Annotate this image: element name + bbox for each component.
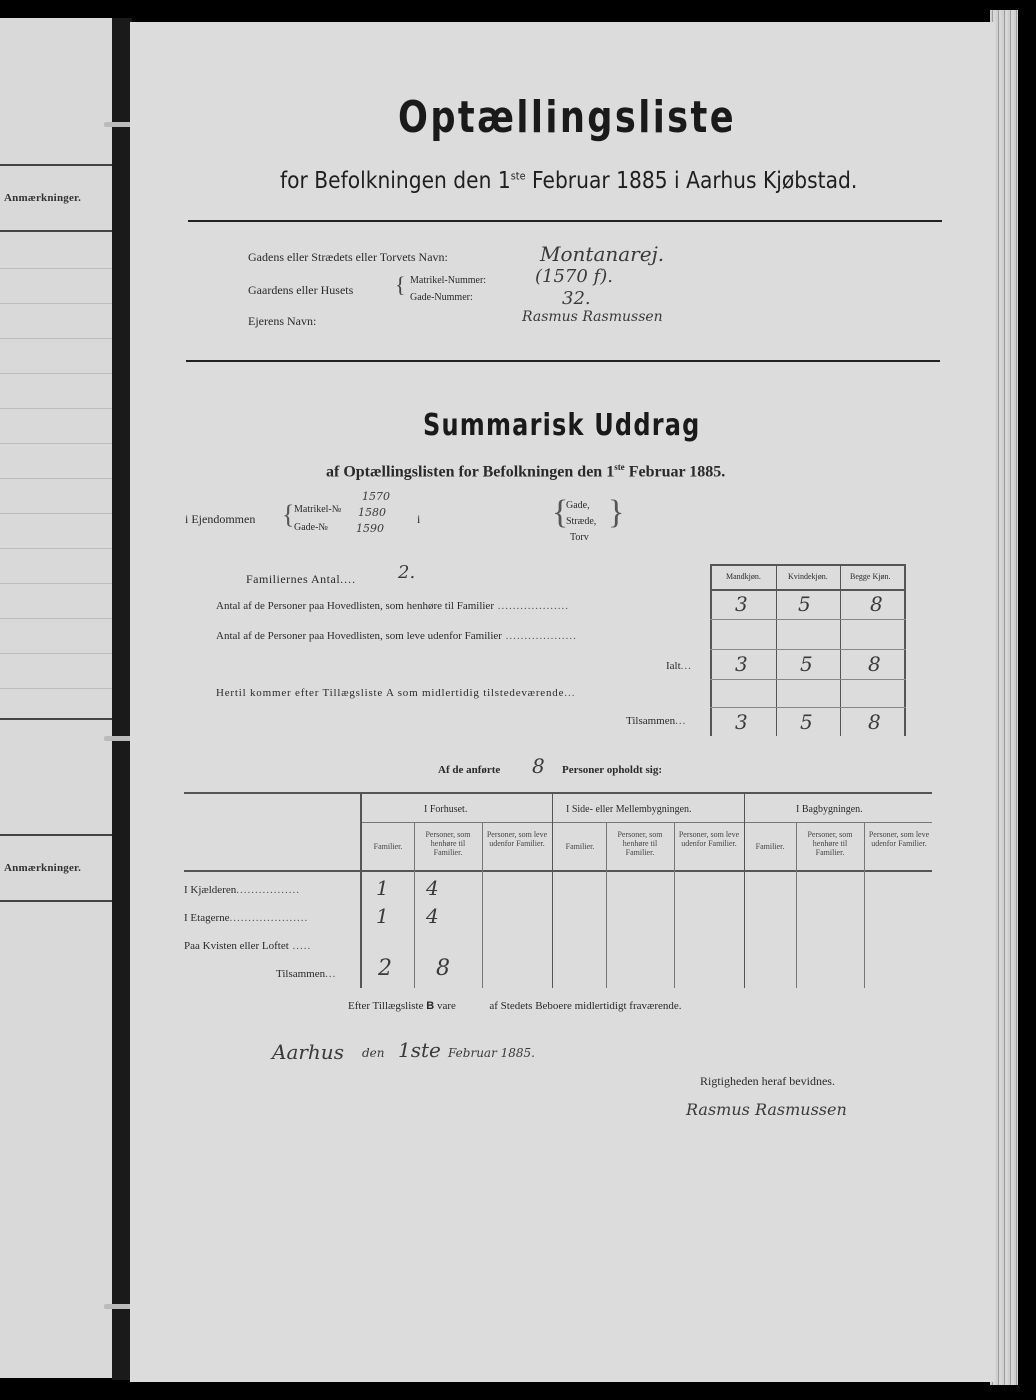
gade-nums: 1580 [358, 506, 386, 519]
count-row-label: Antal af de Personer paa Hovedlisten, som henhøre til Familier ................... [216, 600, 569, 612]
count-cell: 5 [800, 652, 813, 676]
page-subtitle: for Befolkningen den 1ste Februar 1885 i Aarhus Kjøbstad. [280, 168, 858, 194]
families-value: 2. [398, 562, 416, 583]
count-row-label: Antal af de Personer paa Hovedlisten, som leve udenfor Familier ................... [216, 630, 577, 642]
location-cell: 1 [376, 876, 389, 900]
count-cell: 8 [868, 652, 881, 676]
col-header-both: Begge Kjøn. [850, 572, 891, 581]
location-intro-post: Personer opholdt sig: [562, 764, 663, 776]
sub-header: Personer, som leve udenfor Familier. [868, 830, 930, 848]
remarks-heading-top: Anmærkninger. [4, 192, 82, 204]
location-intro-pre: Af de anførte [438, 764, 501, 776]
summary-title: Summarisk Uddrag [423, 408, 701, 443]
sub-header: Familier. [565, 842, 595, 851]
group-header-forhuset: I Forhuset. [424, 804, 468, 815]
sub-header: Familier. [755, 842, 785, 851]
sub-header: Personer, som leve udenfor Familier. [486, 830, 548, 848]
location-intro-value: 8 [532, 754, 545, 778]
sub-header: Personer, som henhøre til Familier. [425, 830, 471, 857]
owner-value: Rasmus Rasmussen [522, 309, 663, 325]
sub-header: Familier. [373, 842, 403, 851]
owner-label: Ejerens Navn: [248, 314, 317, 328]
divider [186, 360, 940, 362]
col-header-female: Kvindekjøn. [788, 572, 828, 581]
matrikel-label: Matrikel-Nummer: [410, 275, 487, 286]
count-row-label: Tilsammen... [626, 715, 687, 727]
sign-den: den [362, 1046, 385, 1060]
remarks-heading-bottom: Anmærkninger. [4, 862, 82, 874]
sub-header: Personer, som henhøre til Familier. [807, 830, 853, 857]
sign-day: 1ste [398, 1038, 441, 1062]
signer-name: Rasmus Rasmussen [686, 1100, 847, 1119]
count-cell: 3 [735, 592, 748, 616]
sign-place: Aarhus [272, 1040, 344, 1064]
count-cell: 3 [735, 710, 748, 734]
matrikel-value: (1570 f). [535, 266, 613, 287]
street-value: Montanarej. [540, 242, 665, 266]
book-spine [112, 18, 132, 1380]
gade-number-value: 32. [562, 288, 591, 309]
location-cell: 4 [426, 876, 439, 900]
count-cell: 3 [735, 652, 748, 676]
count-cell: 5 [800, 710, 813, 734]
matrikel-nums: 1570 [362, 490, 390, 503]
divider [188, 220, 942, 222]
location-row-label: Paa Kvisten eller Loftet ..... [184, 940, 312, 952]
left-page [0, 18, 112, 1378]
count-cell: 5 [798, 592, 811, 616]
census-page: Optællingsliste for Befolkningen den 1ste Februar 1885 i Aarhus Kjøbstad. Gadens eller Strædets eller Torvets Navn: Montanarej. Gaardens eller Husets { Matrikel-Nummer: Gade-Nummer: (1570 f). 32. Ejerens Navn: Rasmus Rasmussen Summarisk Uddrag af Optællingslisten for Befolkningen den 1ste Februar 1885. i Ejendommen { Matrikel-№ Gade-№ 1570 1580 1590 i { Gade, Stræde, Torv } Mandkjøn. Kvindekjøn. Begge Kjøn. Familiernes Antal.... 2. Antal af de Personer paa Hovedlisten, som henhøre til Familier ................... Antal af de Personer paa Hovedlisten, som leve udenfor Familier ................... Ialt... Hertil kommer efter Tillægsliste A som midlertidig tilstedeværende... Tilsammen... 3 5 8 3 5 8 3 5 8 Af de anførte 8 Personer opholdt sig: I Forhuset. I Side- eller Mellembygningen. I Bagbygningen. Familier. Personer, som henhøre til Familier. Personer, som leve udenfor Familier. Familier. Personer, som henhøre til Familier. Personer, som leve udenfor Familier. Familier. Personer, som henhøre til Familier. Personer, som leve udenfor Familier. I Kjælderen................. I Etagerne..................... Paa Kvisten eller Loftet ..... Tilsammen... 1 4 1 4 2 8 Efter Tillægsliste B vare af Stedets Beboere midlertidigt fraværende. Aarhus den 1ste Februar 1885. Rigtigheden heraf bevidnes. Rasmus Rasmussen [130, 22, 995, 1382]
col-header-male: Mandkjøn. [726, 572, 761, 581]
location-cell: 4 [426, 904, 439, 928]
summary-subtitle: af Optællingslisten for Befolkningen den 1ste Februar 1885. [326, 462, 726, 481]
gade-small-label: Gade-№ [294, 522, 328, 533]
page-title: Optællingsliste [398, 92, 737, 143]
straede-word: Stræde, [566, 516, 597, 527]
count-row-label: Hertil kommer efter Tillægsliste A som midlertidig tilstedeværende... [216, 687, 576, 699]
location-cell: 8 [436, 956, 450, 981]
street-label: Gadens eller Strædets eller Torvets Navn: [248, 250, 448, 264]
sub-header: Personer, som henhøre til Familier. [617, 830, 663, 857]
supplement-b-text: Efter Tillægsliste B vare af Stedets Beboere midlertidigt fraværende. [348, 1000, 682, 1012]
location-row-label: I Kjælderen................. [184, 884, 300, 896]
group-header-side: I Side- eller Mellembygningen. [566, 804, 692, 815]
torv-word: Torv [570, 532, 589, 543]
count-row-label: Ialt... [666, 660, 692, 672]
gade-word: Gade, [566, 500, 590, 511]
count-cell: 8 [868, 710, 881, 734]
house-label: Gaardens eller Husets [248, 283, 354, 297]
gade-nums-2: 1590 [356, 522, 384, 535]
group-header-bag: I Bagbygningen. [796, 804, 863, 815]
sub-header: Personer, som leve udenfor Familier. [678, 830, 740, 848]
location-cell: 2 [378, 956, 392, 981]
certification-text: Rigtigheden heraf bevidnes. [700, 1074, 835, 1088]
location-cell: 1 [376, 904, 389, 928]
in-word: i [417, 512, 421, 526]
count-cell: 8 [870, 592, 883, 616]
matrikel-small-label: Matrikel-№ [294, 504, 342, 515]
location-row-label: I Etagerne..................... [184, 912, 309, 924]
location-row-label: Tilsammen... [276, 968, 337, 980]
families-label: Familiernes Antal.... [246, 572, 357, 586]
gade-number-label: Gade-Nummer: [410, 292, 473, 303]
sign-month-year: Februar 1885. [448, 1046, 535, 1060]
property-label: i Ejendommen [185, 512, 256, 526]
